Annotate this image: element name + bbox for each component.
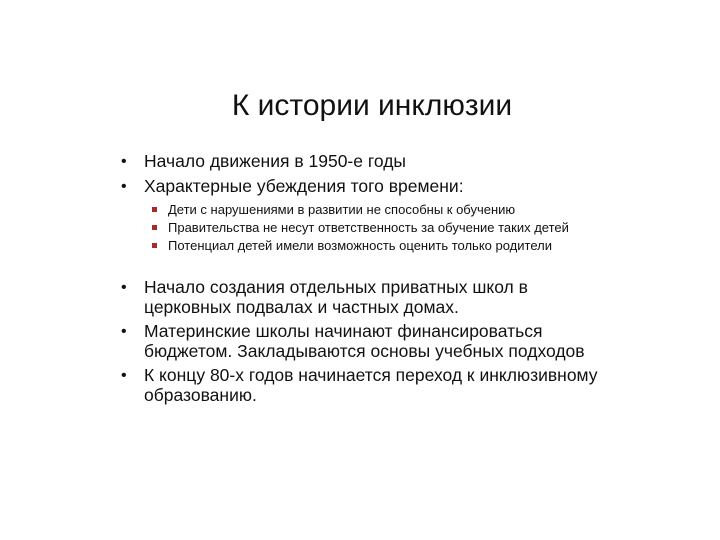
square-bullet-icon <box>152 207 157 212</box>
sub-bullet-item <box>120 237 640 254</box>
sub-bullet-text: Правительства не несут ответственность за обучение таких детей <box>168 220 569 235</box>
bullet-list <box>120 152 640 196</box>
sub-bullet-text: Дети с нарушениями в развитии не способны к обучению <box>168 202 516 217</box>
bullet-text: Начало движения в 1950-е годы <box>144 151 406 171</box>
sub-bullet-item <box>120 201 640 218</box>
bullet-item-inclusive-transition <box>120 366 640 405</box>
bullet-item-private-schools <box>120 278 640 317</box>
bullet-text-line: Начало создания отдельных приватных школ в <box>144 277 528 297</box>
bullet-item-beliefs <box>120 177 640 197</box>
bullet-text-line: К концу 80-х годов начинается переход к инклюзивному <box>144 365 598 385</box>
bullet-dot-icon: • <box>121 367 127 384</box>
bullet-text-line: церковных подвалах и частных домах. <box>144 296 459 317</box>
square-bullet-icon <box>152 225 157 230</box>
bullet-text: Характерные убеждения того времени: <box>144 175 464 196</box>
bullet-item-movement-start <box>120 152 640 172</box>
bullet-dot-icon: • <box>121 177 127 195</box>
slide-title: К истории инклюзии <box>231 89 513 122</box>
bullet-dot-icon: • <box>121 153 127 170</box>
sub-bullet-text: Потенциал детей имели возможность оценить только родители <box>168 238 552 253</box>
sub-bullet-list <box>120 201 640 254</box>
sub-bullet-item <box>120 219 640 236</box>
bullet-text-line: бюджетом. Закладываются основы учебных подходов <box>144 340 585 361</box>
bullet-list-continued <box>120 278 640 405</box>
slide-content <box>120 152 640 410</box>
bullet-text-line: Материнские школы начинают финансироваться <box>144 321 543 341</box>
bullet-item-mother-schools <box>120 322 640 361</box>
bullet-dot-icon: • <box>121 323 127 340</box>
bullet-text-line: образованию. <box>144 384 257 405</box>
square-bullet-icon <box>152 243 157 248</box>
bullet-dot-icon: • <box>121 279 127 296</box>
